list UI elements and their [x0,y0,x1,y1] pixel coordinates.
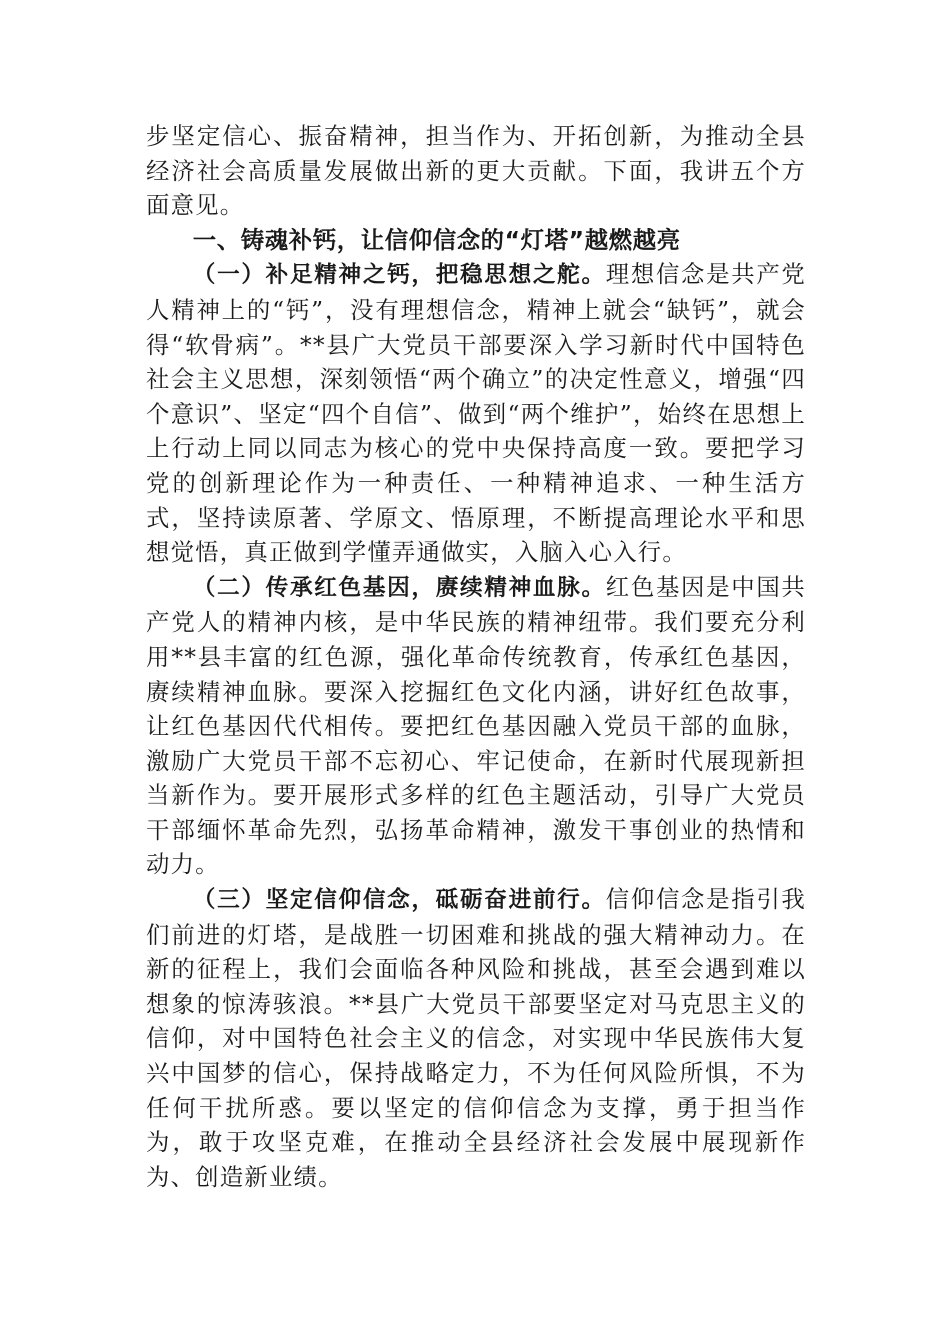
body-paragraph-1 [146,257,806,569]
paragraph-lead-3: （三）坚定信仰信念，砥砺奋进前行。 [192,887,606,914]
section-heading: 一、铸魂补钙，让信仰信念的“灯塔”越燃越亮 [192,225,681,254]
paragraph-body-1: 理想信念是共产党人精神上的“钙”，没有理想信念，精神上就会“缺钙”，就会得“软骨病”。**县广大党员干部要深入学习新时代中国特色社会主义思想，深刻领悟“两个确立”的决定性意义，增强“四个意识”、坚定“四个自信”、做到“两个维护”，始终在思想上上行动上同以同志为核心的党中央保持高度一致。要把学习党的创新理论作为一种责任、一种精神追求、一种生活方式，坚持读原著、学原文、悟原理，不断提高理论水平和思想觉悟，真正做到学懂弄通做实，入脑入心入行。 [146,260,806,567]
paragraph-lead-1: （一）补足精神之钙，把稳思想之舵。 [192,262,606,289]
document-page [146,119,806,1194]
paragraph-body-2: 红色基因是中国共产党人的精神内核，是中华民族的精神纽带。我们要充分利用**县丰富的红色源，强化革命传统教育，传承红色基因，赓续精神血脉。要深入挖掘红色文化内涵，讲好红色故事，让红色基因代代相传。要把红色基因融入党员干部的血脉，激励广大党员干部不忘初心、牢记使命，在新时代展现新担当新作为。要开展形式多样的红色主题活动，引导广大党员干部缅怀革命先烈，弘扬革命精神，激发干事创业的热情和动力。 [146,572,806,879]
paragraph-body-3: 信仰信念是指引我们前进的灯塔，是战胜一切困难和挑战的强大精神动力。在新的征程上，我们会面临各种风险和挑战，甚至会遇到难以想象的惊涛骇浪。**县广大党员干部要坚定对马克思主义的信仰，对中国特色社会主义的信念，对实现中华民族伟大复兴中国梦的信心，保持战略定力，不为任何风险所惧，不为任何干扰所惑。要以坚定的信仰信念为支撑，勇于担当作为，敢于攻坚克难，在推动全县经济社会发展中展现新作为、创造新业绩。 [146,885,806,1191]
paragraph-lead-2: （二）传承红色基因，赓续精神血脉。 [192,574,606,601]
intro-paragraph: 步坚定信心、振奋精神，担当作为、开拓创新，为推动全县经济社会高质量发展做出新的更大贡献。下面，我讲五个方面意见。 [146,122,806,220]
body-paragraph-3 [146,882,806,1194]
body-paragraph-2 [146,570,806,882]
